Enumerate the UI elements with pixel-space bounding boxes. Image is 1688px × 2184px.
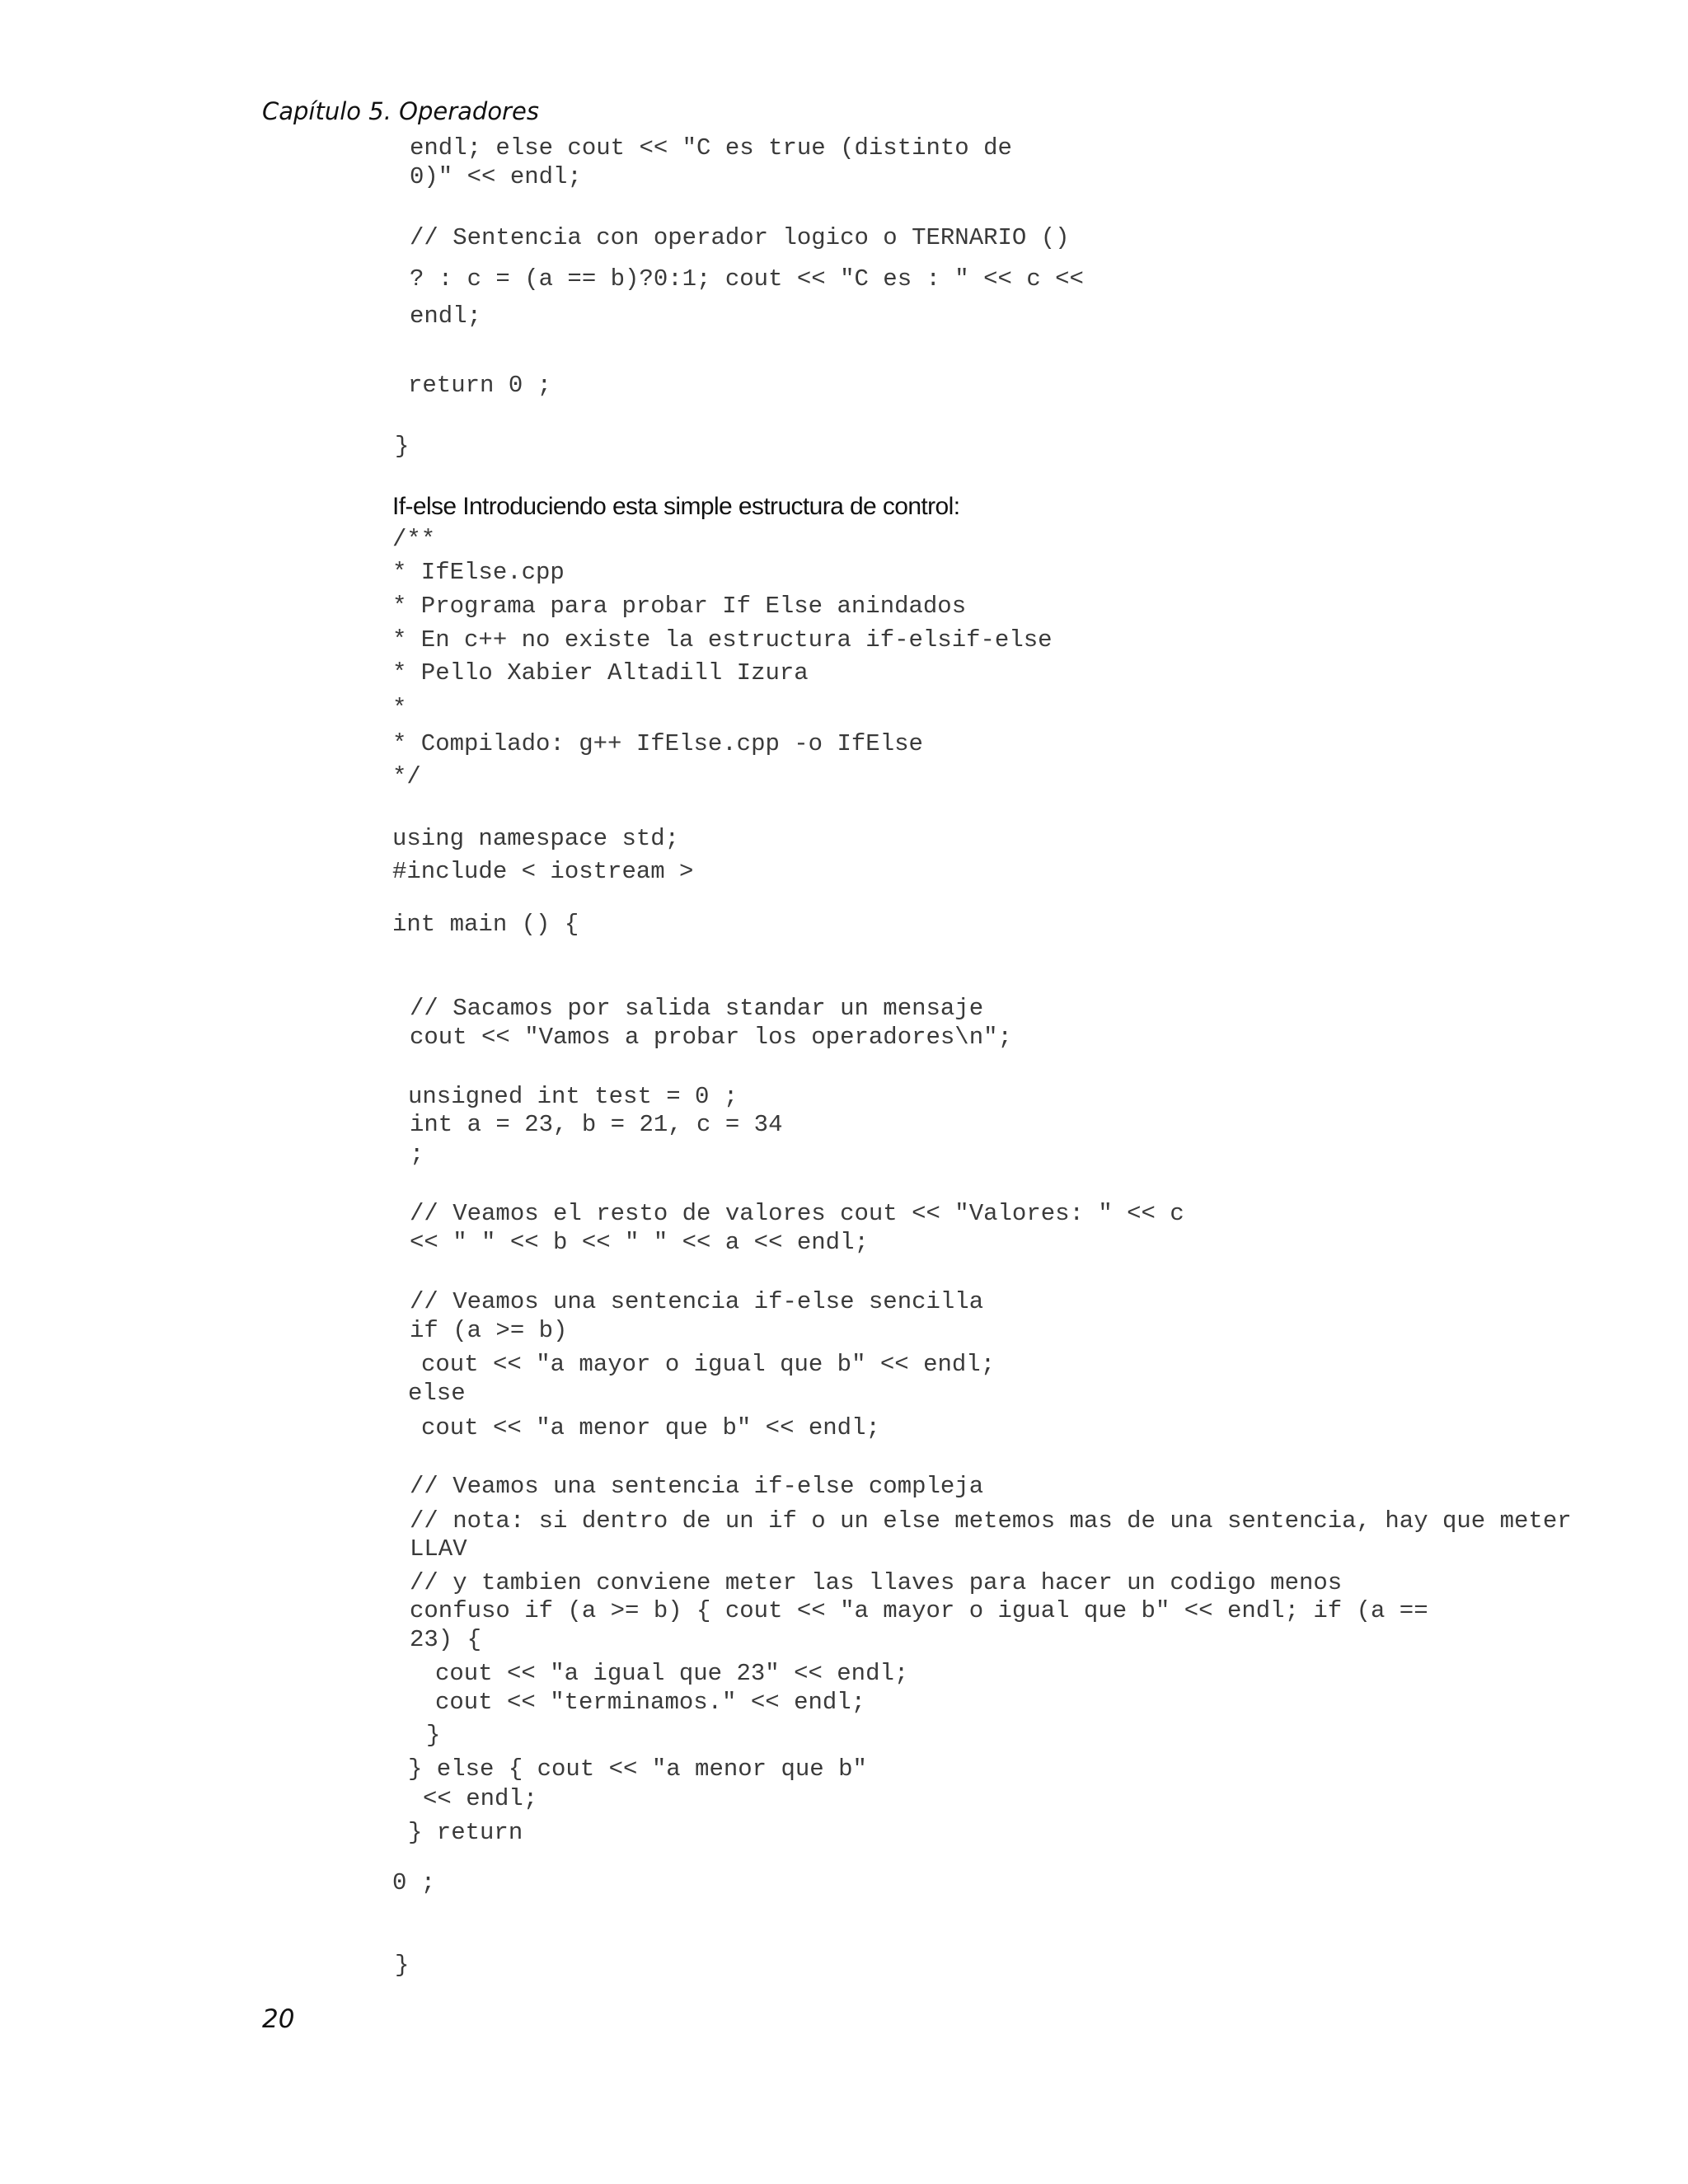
code-line: * IfElse.cpp: [392, 559, 565, 586]
code-line: cout << "a mayor o igual que b" << endl;: [421, 1351, 996, 1378]
code-line: // y tambien conviene meter las llaves para hacer un codigo menos: [410, 1569, 1343, 1596]
code-line: int main () {: [392, 911, 579, 938]
code-line: if (a >= b): [410, 1317, 568, 1344]
code-line: 0)" << endl;: [410, 163, 582, 190]
code-line: }: [395, 433, 410, 460]
code-line: }: [395, 1952, 410, 1979]
code-line: #include < iostream >: [392, 858, 694, 885]
code-line: return 0 ;: [408, 372, 552, 399]
intro-text: If-else Introduciendo esta simple estructura de control:: [392, 493, 960, 520]
code-line: */: [392, 763, 421, 790]
code-line: * En c++ no existe la estructura if-elsif-else: [392, 626, 1053, 654]
code-line: unsigned int test = 0 ;: [408, 1083, 738, 1110]
code-line: 23) {: [410, 1626, 482, 1653]
code-line: cout << "a igual que 23" << endl;: [435, 1660, 909, 1687]
code-line: using namespace std;: [392, 825, 680, 852]
code-line: }: [426, 1722, 441, 1749]
code-line: * Programa para probar If Else anindados: [392, 593, 967, 620]
code-line: } else { cout << "a menor que b": [408, 1755, 867, 1783]
code-line: } return: [408, 1819, 523, 1846]
code-line: // Veamos el resto de valores cout << "Valores: " << c: [410, 1200, 1184, 1227]
page-number: 20: [262, 2004, 295, 2034]
code-line: * Pello Xabier Altadill Izura: [392, 659, 809, 687]
code-line: // Veamos una sentencia if-else sencilla: [410, 1288, 984, 1315]
code-line: endl; else cout << "C es true (distinto de: [410, 134, 1012, 162]
code-line: // Sacamos por salida standar un mensaje: [410, 995, 984, 1022]
code-line: cout << "terminamos." << endl;: [435, 1689, 866, 1716]
code-line: cout << "a menor que b" << endl;: [421, 1414, 880, 1441]
code-line: // Veamos una sentencia if-else compleja: [410, 1473, 984, 1500]
code-line: else: [408, 1380, 466, 1407]
code-line: int a = 23, b = 21, c = 34: [410, 1111, 783, 1138]
code-line: * Compilado: g++ IfElse.cpp -o IfElse: [392, 730, 923, 757]
code-line: confuso if (a >= b) { cout << "a mayor o igual que b" << endl; if (a ==: [410, 1597, 1428, 1624]
code-line: LLAV: [410, 1535, 467, 1563]
code-line: << endl;: [423, 1785, 538, 1812]
code-line: /**: [392, 526, 436, 553]
chapter-header: Capítulo 5. Operadores: [262, 97, 539, 125]
code-line: // nota: si dentro de un if o un else metemos mas de una sentencia, hay que meter: [410, 1507, 1572, 1535]
code-line: // Sentencia con operador logico o TERNARIO (): [410, 224, 1070, 251]
code-line: *: [392, 695, 407, 722]
code-line: ? : c = (a == b)?0:1; cout << "C es : " << c <<: [410, 265, 1084, 293]
code-line: << " " << b << " " << a << endl;: [410, 1229, 869, 1256]
code-line: ;: [410, 1141, 424, 1168]
code-line: 0 ;: [392, 1869, 436, 1896]
code-line: endl;: [410, 302, 482, 330]
code-line: cout << "Vamos a probar los operadores\n";: [410, 1024, 1012, 1051]
